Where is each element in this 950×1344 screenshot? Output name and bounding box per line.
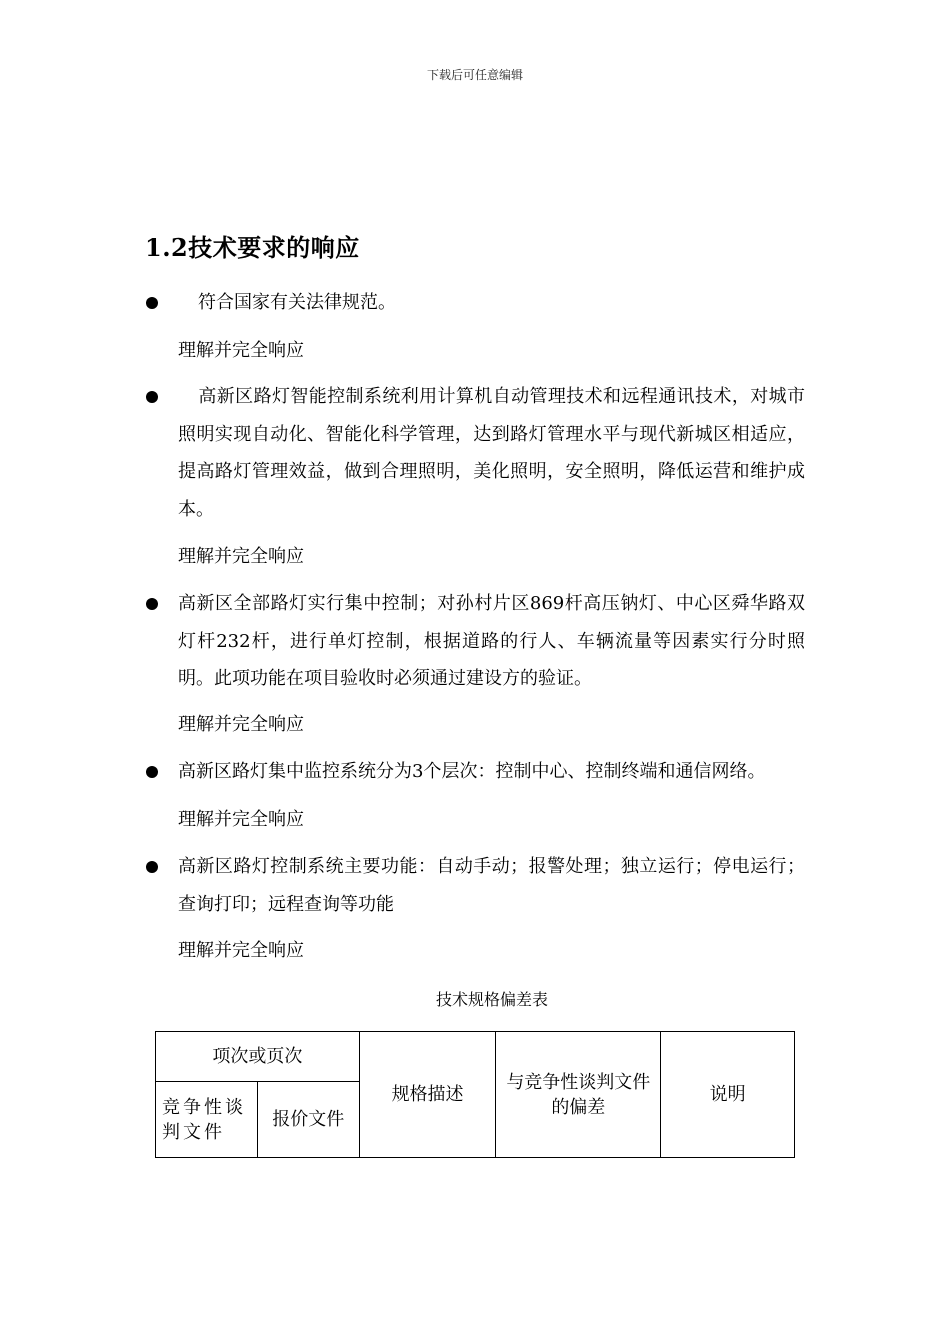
table-subheader-quote-doc: 报价文件 <box>257 1082 359 1158</box>
item-text: 高新区路灯集中监控系统分为3个层次：控制中心、控制终端和通信网络。 <box>178 761 766 782</box>
item-response: 理解并完全响应 <box>178 809 304 830</box>
item-response: 理解并完全响应 <box>178 546 304 567</box>
item-text: 高新区路灯控制系统主要功能：自动手动；报警处理；独立运行；停电运行；查询打印；远程查询等功能 <box>178 856 805 915</box>
bullet-icon <box>146 598 158 610</box>
table-caption: 技术规格偏差表 <box>435 990 548 1009</box>
table-subheader-negotiation-doc: 竞争性谈判文件 <box>156 1082 258 1158</box>
deviation-table <box>155 1031 795 1158</box>
bullet-icon <box>146 766 158 778</box>
page-header: 下载后可任意编辑 <box>426 68 523 82</box>
item-text: 高新区路灯智能控制系统利用计算机自动管理技术和远程通讯技术，对城市照明实现自动化、智能化科学管理，达到路灯管理水平与现代新城区相适应，提高路灯管理效益，做到合理照明，美化照明，安全照明，降低运营和维护成本。 <box>178 386 805 520</box>
item-text: 高新区全部路灯实行集中控制；对孙村片区869杆高压钠灯、中心区舜华路双灯杆232杆，进行单灯控制，根据道路的行人、车辆流量等因素实行分时照明。此项功能在项目验收时必须通过建设方的验证。 <box>178 593 805 689</box>
table-header-spec: 规格描述 <box>359 1032 496 1158</box>
list-item <box>145 585 805 698</box>
list-item <box>145 378 805 528</box>
section-heading: 1.2技术要求的响应 <box>145 233 360 262</box>
table-header-note: 说明 <box>661 1032 795 1158</box>
item-text: 符合国家有关法律规范。 <box>198 292 396 313</box>
item-response: 理解并完全响应 <box>178 714 304 735</box>
table-header-deviation: 与竞争性谈判文件的偏差 <box>496 1032 661 1158</box>
bullet-icon <box>146 391 158 403</box>
table-group-header: 项次或页次 <box>156 1032 360 1082</box>
bullet-icon <box>146 297 158 309</box>
bullet-icon <box>146 861 158 873</box>
item-response: 理解并完全响应 <box>178 340 304 361</box>
item-response: 理解并完全响应 <box>178 940 304 961</box>
list-item <box>145 753 805 791</box>
list-item <box>145 848 805 923</box>
list-item <box>145 284 805 322</box>
